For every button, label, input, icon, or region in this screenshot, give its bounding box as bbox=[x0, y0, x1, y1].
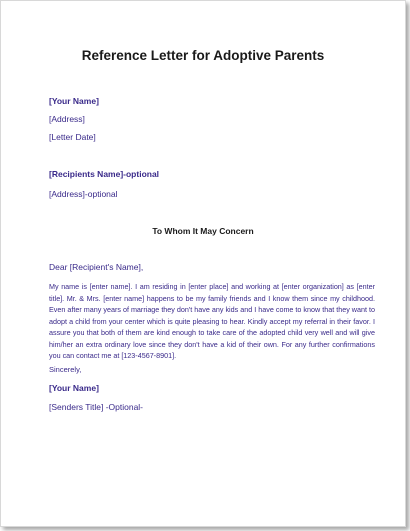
letter-title: Reference Letter for Adoptive Parents bbox=[81, 48, 325, 63]
signature-title: [Senders Title] -Optional- bbox=[49, 402, 144, 412]
recipient-address: [Address]-optional bbox=[49, 189, 118, 199]
recipient-name: [Recipients Name]-optional bbox=[49, 169, 160, 179]
sender-address: [Address] bbox=[49, 114, 85, 124]
salutation: To Whom It May Concern bbox=[152, 226, 254, 236]
closing: Sincerely, bbox=[49, 365, 82, 374]
sender-name: [Your Name] bbox=[49, 96, 99, 106]
letter-date: [Letter Date] bbox=[49, 132, 96, 142]
greeting: Dear [Recipient's Name], bbox=[49, 262, 144, 272]
signature-name: [Your Name] bbox=[49, 383, 99, 393]
letter-body: My name is [enter name]. I am residing in [enter place] and working at [enter organization] as [enter title]. Mr. & Mrs. [enter name] happens to be my family friends and I know them since my childhood. Even after many years of marriage they don't have any kids and I have come to know that they want to adopt a child from your center which is quite pleasing to hear. Kindly accept my referral in their favor. I assure you that both of them are kind enough to take care of the adopted child very well and will give him/her an extra ordinary love since they don't have a kid of their own. For any further confirmations you can contact me at [123-4567-8901]. bbox=[49, 282, 375, 360]
